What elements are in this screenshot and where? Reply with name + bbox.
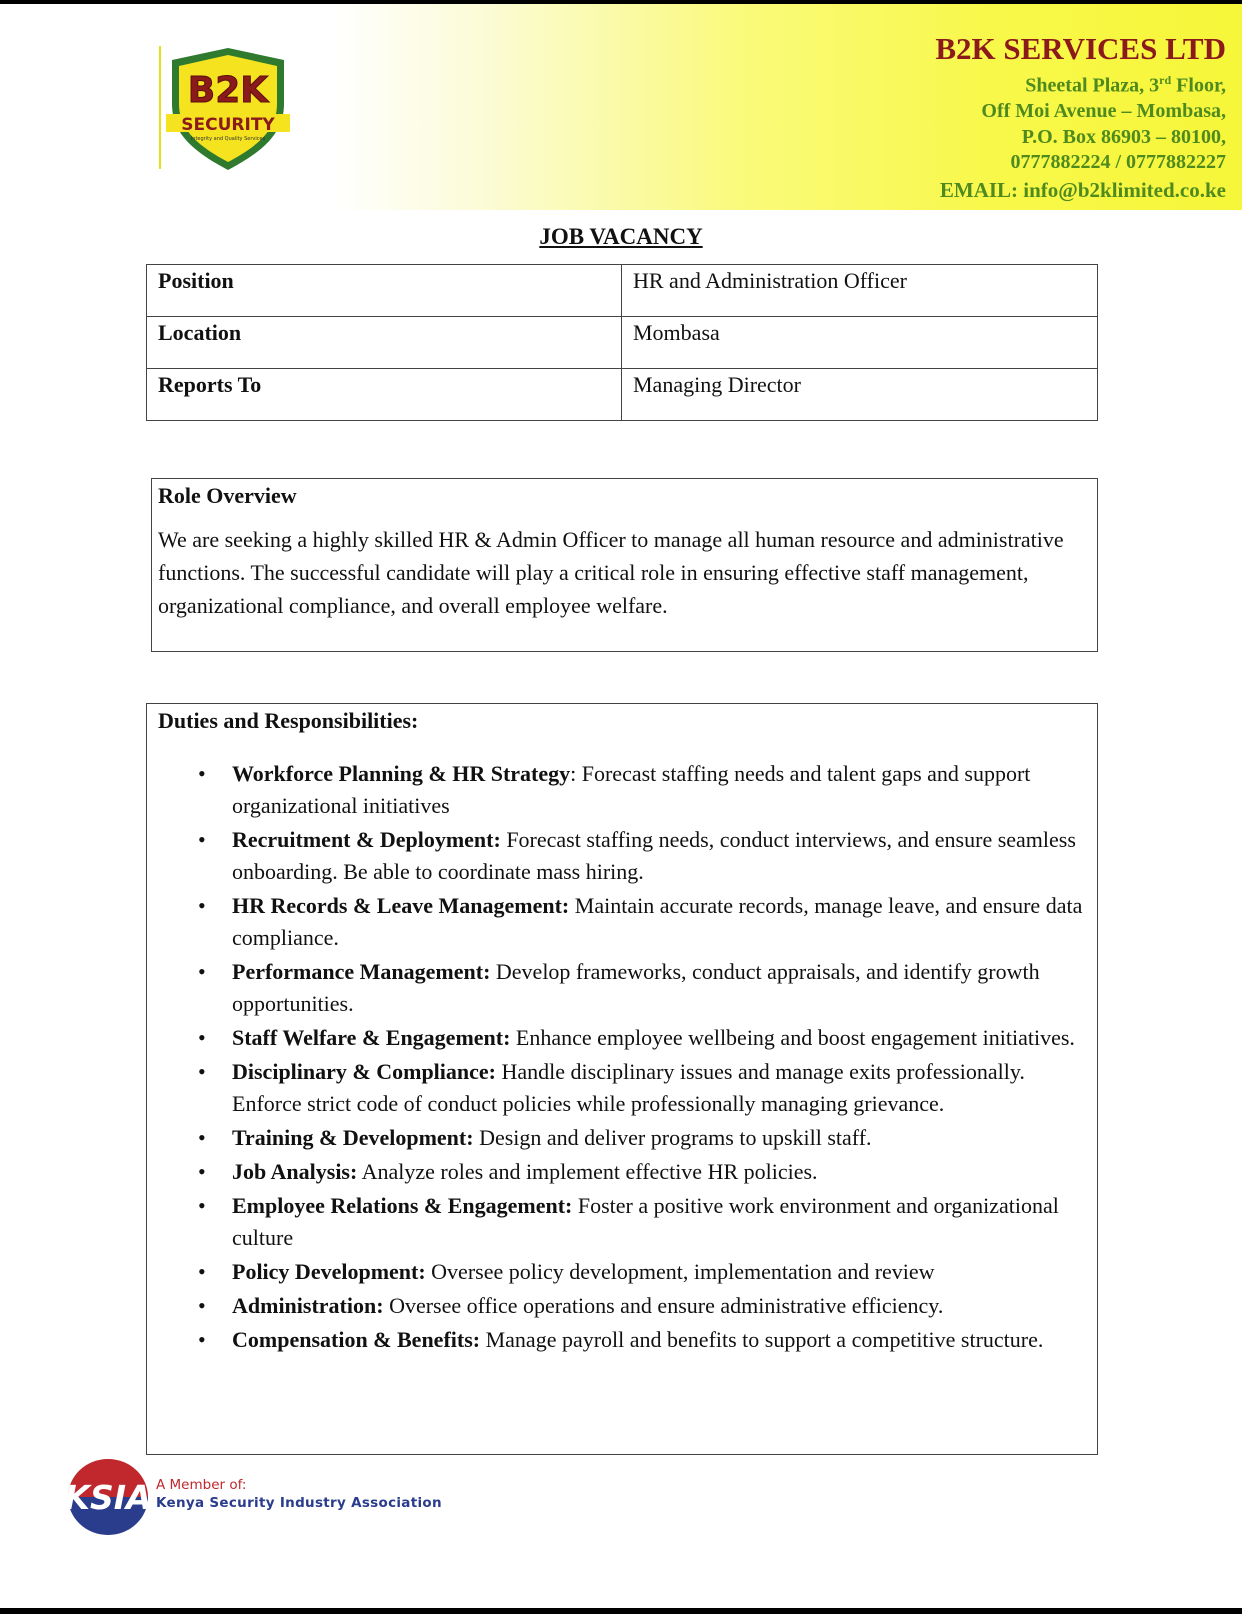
ksia-association-name: Kenya Security Industry Association	[156, 1495, 442, 1511]
reports-to-value: Managing Director	[622, 369, 1098, 421]
position-label: Position	[147, 265, 622, 317]
role-overview-box	[151, 478, 1098, 652]
table-row	[147, 369, 1098, 421]
ksia-logo-text: KSIA	[64, 1478, 152, 1517]
company-phones: 0777882224 / 0777882227	[1010, 151, 1226, 174]
list-item: • Policy Development: Oversee policy development, implementation and review	[232, 1256, 1086, 1288]
company-email: EMAIL: info@b2klimited.co.ke	[939, 177, 1226, 202]
list-item: • Job Analysis: Analyze roles and implement effective HR policies.	[232, 1156, 1086, 1188]
location-value: Mombasa	[622, 317, 1098, 369]
duties-box	[146, 703, 1098, 1455]
company-address-line2: Off Moi Avenue – Mombasa,	[981, 100, 1226, 123]
list-item: • HR Records & Leave Management: Maintain accurate records, manage leave, and ensure data compliance.	[232, 890, 1086, 954]
table-row	[147, 265, 1098, 317]
reports-to-label: Reports To	[147, 369, 622, 421]
location-label: Location	[147, 317, 622, 369]
company-name: B2K SERVICES LTD	[935, 31, 1226, 66]
b2k-security-logo	[158, 44, 298, 174]
logo-security-text: SECURITY	[181, 115, 275, 135]
role-overview-text: We are seeking a highly skilled HR & Admin Officer to manage all human resource and administrative functions. The successful candidate will play a critical role in ensuring effective staff management, organizational compliance, and overall employee welfare.	[158, 527, 1064, 618]
duties-heading: Duties and Responsibilities:	[158, 708, 419, 733]
list-item: • Administration: Oversee office operations and ensure administrative efficiency.	[232, 1290, 1086, 1322]
position-value: HR and Administration Officer	[622, 265, 1098, 317]
company-contact-block	[935, 30, 1226, 204]
company-po-box: P.O. Box 86903 – 80100,	[1021, 125, 1226, 148]
list-item: • Recruitment & Deployment: Forecast staffing needs, conduct interviews, and ensure seamless onboarding. Be able to coordinate mass hiring.	[232, 824, 1086, 888]
list-item: • Staff Welfare & Engagement: Enhance employee wellbeing and boost engagement initiatives.	[232, 1022, 1086, 1054]
list-item: • Performance Management: Develop frameworks, conduct appraisals, and identify growth opportunities.	[232, 956, 1086, 1020]
ksia-member-line: A Member of:	[156, 1477, 247, 1493]
ksia-logo	[62, 1458, 154, 1536]
list-item: • Employee Relations & Engagement: Foster a positive work environment and organizational culture	[232, 1190, 1086, 1254]
page-title: JOB VACANCY	[539, 224, 703, 249]
ksia-membership	[156, 1476, 442, 1512]
list-item: • Workforce Planning & HR Strategy: Forecast staffing needs and talent gaps and support organizational initiatives	[232, 758, 1086, 822]
list-item: • Disciplinary & Compliance: Handle disciplinary issues and manage exits professionally. Enforce strict code of conduct policies while professionally managing grievance.	[232, 1056, 1086, 1120]
logo-tagline: Integrity and Quality Services	[190, 136, 266, 142]
company-address-line1: Sheetal Plaza, 3rd Floor,	[1025, 73, 1226, 97]
list-item: • Training & Development: Design and deliver programs to upskill staff.	[232, 1122, 1086, 1154]
table-row	[147, 317, 1098, 369]
list-item: • Compensation & Benefits: Manage payroll and benefits to support a competitive structure.	[232, 1324, 1086, 1356]
duties-list	[158, 758, 1086, 1356]
logo-brand-text: B2K	[187, 70, 269, 111]
role-overview-heading: Role Overview	[158, 483, 297, 508]
bottom-border	[0, 1608, 1242, 1614]
job-info-table	[146, 264, 1098, 421]
